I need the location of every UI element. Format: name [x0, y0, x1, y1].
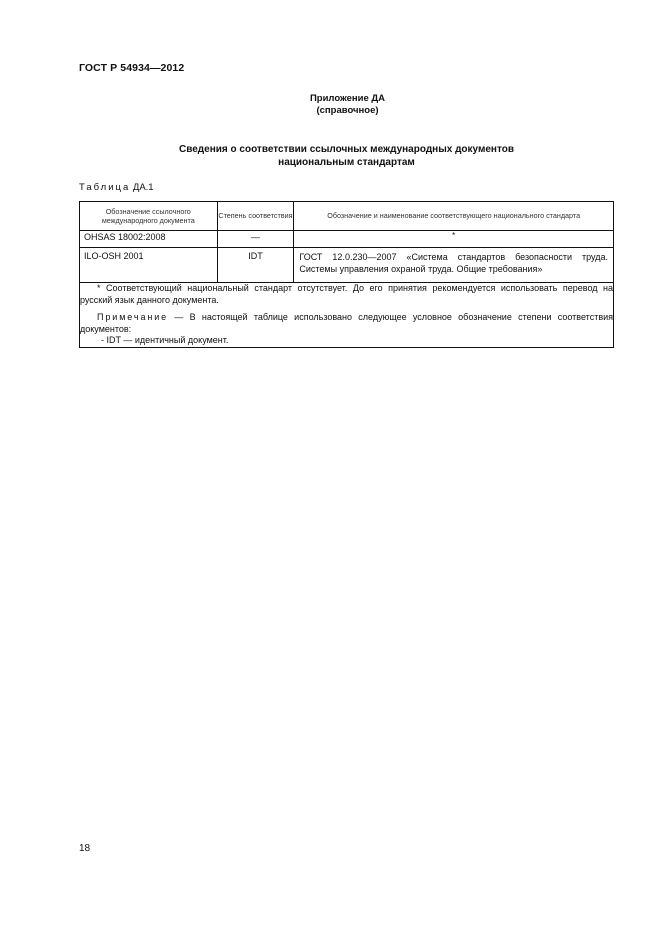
appendix-title: Приложение ДА	[309, 93, 386, 104]
section-title-line1: Сведения о соответствии ссылочных международных документов	[179, 144, 514, 155]
table-row	[80, 248, 614, 283]
header-degree: Степень соответствия	[217, 202, 294, 231]
table-caption-word: Таблица	[79, 182, 131, 193]
cell-national: *	[294, 231, 614, 248]
standard-code: ГОСТ Р 54934—2012	[79, 62, 185, 74]
table-caption	[79, 182, 154, 193]
table-note	[80, 312, 613, 335]
cell-national: ГОСТ 12.0.230—2007 «Система стандартов безопасности труда. Системы управления охраной труда. Общие требования»	[294, 248, 614, 283]
cell-document: OHSAS 18002:2008	[80, 231, 218, 248]
header-international-document: Обозначение ссылочного международного документа	[80, 202, 218, 231]
table-notes-row	[80, 283, 614, 348]
table-row	[80, 231, 614, 248]
section-title-line2: национальным стандартам	[278, 157, 415, 168]
table-header-row	[80, 202, 614, 231]
header-national-standard: Обозначение и наименование соответствующего национального стандарта	[294, 202, 614, 231]
note-text: — В настоящей таблице использовано следующее условное обозначение степени соответствия документов:	[80, 312, 613, 334]
page-number: 18	[79, 843, 91, 854]
table-footnote: * Соответствующий национальный стандарт отсутствует. До его принятия рекомендуется использовать перевод на русский язык данного документа.	[80, 283, 613, 305]
table-caption-number: ДА.1	[132, 182, 154, 193]
table-notes-cell	[80, 283, 614, 348]
cell-document: ILO-OSH 2001	[80, 248, 218, 283]
appendix-subtitle: (справочное)	[316, 105, 379, 116]
cell-degree: —	[217, 231, 294, 248]
note-label: Примечание	[97, 312, 169, 322]
appendix-heading	[0, 93, 661, 117]
cell-degree: IDT	[217, 248, 294, 283]
section-title	[0, 143, 661, 169]
note-item: - IDT — идентичный документ.	[101, 335, 229, 345]
correspondence-table	[79, 201, 614, 348]
